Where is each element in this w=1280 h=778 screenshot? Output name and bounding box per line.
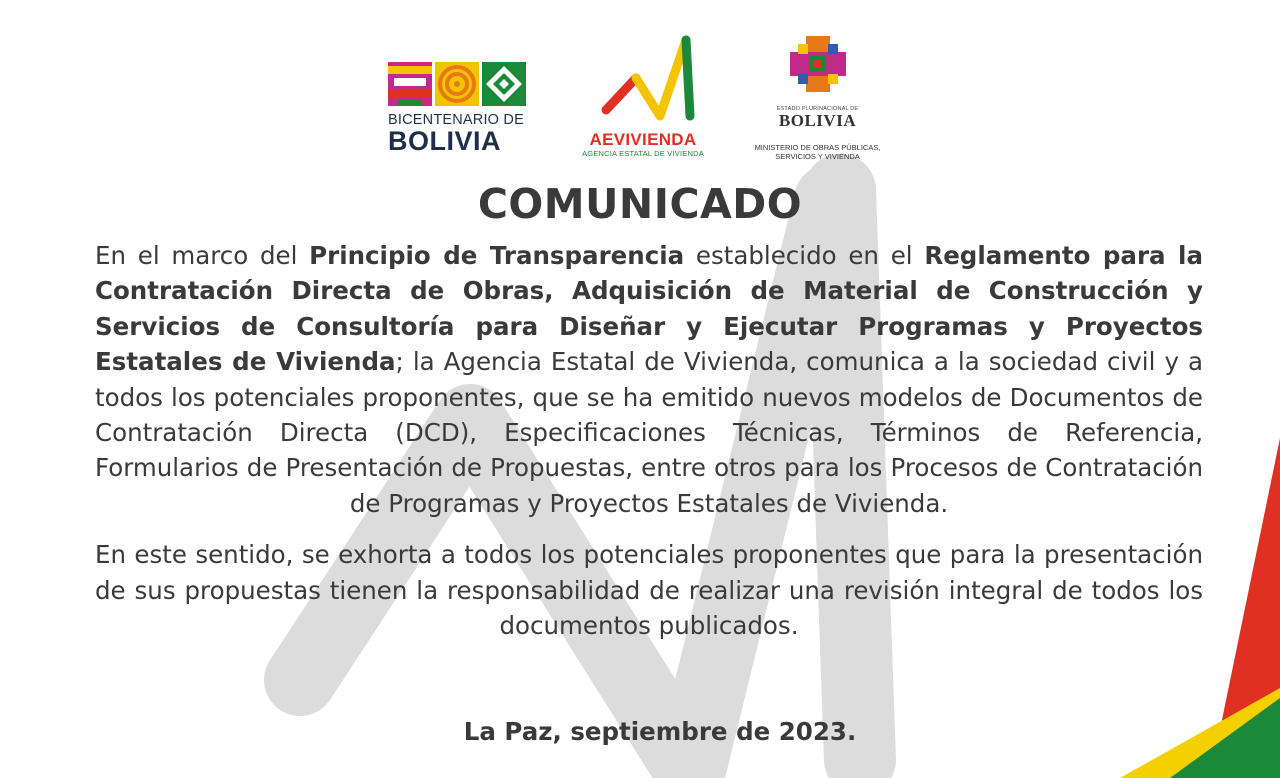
bicentenario-tiles-icon — [388, 62, 528, 106]
ministerio-name-line2: SERVICIOS Y VIVIENDA — [775, 152, 860, 161]
ministerio-state: ESTADO PLURINACIONAL DE — [776, 106, 859, 112]
paragraph-1-text-1: En el marco del — [95, 241, 310, 270]
paragraph-1 — [95, 238, 1203, 521]
aevivienda-subtitle: AGENCIA ESTATAL DE VIVIENDA — [582, 149, 704, 158]
ministerio-country: BOLIVIA — [778, 111, 857, 130]
signoff-date: La Paz, septiembre de 2023. — [463, 717, 857, 746]
paragraph-1-text-2: establecido en el — [684, 241, 925, 270]
paragraph-1-text-3: ; la Agencia Estatal de Vivienda, comunica a la sociedad civil y a todos los potenciales proponentes, que se ha emitido nuevos modelos de Documentos de Contratación Directa (DCD), Especificaciones Técnicas, Términos de Referencia, Formularios de Presentación de Propuestas, entre otros para los Procesos de Contratación de Programas y Proyectos Estatales de Vivienda. — [95, 347, 1203, 518]
bicentenario-logo — [388, 62, 528, 154]
logo-header — [0, 30, 1280, 165]
ministerio-name — [745, 143, 890, 161]
paragraph-1-bold-1: Principio de Transparencia — [309, 241, 685, 270]
aevivienda-name: AEVIVIENDA — [589, 130, 697, 149]
bicentenario-line1: BICENTENARIO DE — [388, 112, 524, 128]
page-title: COMUNICADO — [477, 180, 803, 228]
paragraph-1-bold-2: Reglamento para la Contratación Directa de Obras, Adquisición de Material de Construcción y Servicios de Consultoría para Diseñar y Ejecutar Programas y Proyectos Estatales de Vivienda — [95, 241, 1203, 377]
aevivienda-mark-icon — [588, 30, 698, 124]
paragraph-2: En este sentido, se exhorta a todos los potenciales proponentes que para la presentación de sus propuestas tienen la responsabilidad de realizar una revisión integral de todos los documentos publicados. — [95, 540, 1203, 641]
ministerio-logo — [745, 32, 890, 161]
ministerio-name-line1: MINISTERIO DE OBRAS PÚBLICAS, — [754, 143, 881, 152]
bolivia-emblem-icon — [786, 32, 850, 96]
bicentenario-line2: BOLIVIA — [388, 126, 502, 156]
aevivienda-logo — [578, 30, 708, 158]
communique-body — [95, 238, 1203, 643]
